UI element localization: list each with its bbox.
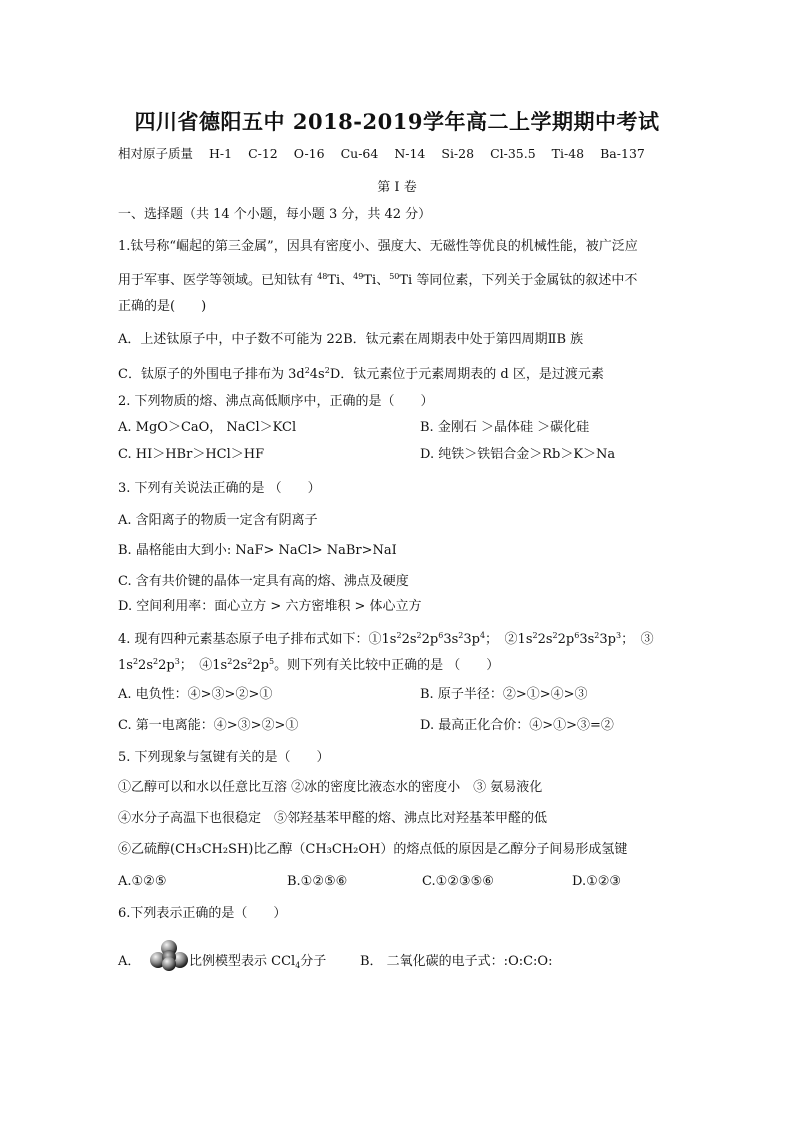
q1-text: C．钛原子的外围电子排布为 3d: [118, 367, 305, 382]
superscript: 2: [532, 631, 538, 640]
superscript: 2: [324, 366, 330, 375]
q4-option-a: A. 电负性：④>③>②>①: [118, 687, 273, 702]
q5-option-c: C.①②③⑤⑥: [422, 874, 494, 889]
isotope-mass: 50: [389, 272, 400, 281]
page-title: 四川省德阳五中 2018-2019学年高二上学期期中考试: [134, 109, 660, 134]
atomic-mass-line: [118, 145, 657, 163]
q3-option-b: B. 晶格能由大到小: NaF> NaCl> NaBr>NaI: [118, 543, 397, 558]
q1-stem-line2: [118, 268, 637, 290]
q5-item-line2: ④水分子高温下也很稳定 ⑤邻羟基苯甲醛的熔、沸点比对羟基苯甲醛的低: [118, 811, 548, 826]
q5-option-b: B.①②⑤⑥: [287, 874, 348, 889]
q4-text: 1s: [118, 658, 133, 673]
atomic-mass-item: Ti-48: [551, 146, 585, 161]
superscript: 3: [615, 631, 622, 640]
orbital: 3s: [579, 632, 595, 647]
orbital: 2s: [401, 632, 417, 647]
atomic-mass-item: Cu-64: [340, 146, 379, 161]
superscript: 2: [247, 657, 253, 666]
q4-text: 。则下列有关比较中正确的是 （ ）: [274, 658, 500, 673]
q6-option-b: B． 二氧化碳的电子式：:O:C:O:: [360, 954, 553, 969]
q4-option-c: C. 第一电离能：④>③>②>①: [118, 718, 299, 733]
q3-option-c: C. 含有共价键的晶体一定具有高的熔、沸点及硬度: [118, 574, 409, 589]
superscript: 2: [594, 631, 600, 640]
q4-stem-line1: [118, 627, 654, 649]
orbital: 3s: [443, 632, 459, 647]
q4-option-b: B. 原子半径：②>①>④>③: [420, 687, 588, 702]
superscript: 2: [552, 631, 558, 640]
q1-option-ab: A．上述钛原子中，中子数不可能为 22B．钛元素在周期表中处于第四周期ⅡB 族: [118, 332, 584, 347]
orbital: 3p: [599, 632, 616, 647]
superscript: 2: [227, 657, 233, 666]
atomic-mass-item: N-14: [394, 146, 426, 161]
q1-text: 4s: [309, 367, 325, 382]
q5-option-a: A.①②⑤: [118, 874, 167, 889]
q6-option-a-text: [189, 953, 326, 975]
superscript: 2: [304, 366, 310, 375]
isotope: Ti、: [327, 273, 354, 288]
q4-text: 4. 现有四种元素基态原子电子排布式如下：①1s: [118, 632, 397, 647]
q2-option-c: C. HI＞HBr＞HCl＞HF: [118, 447, 265, 462]
superscript: 5: [268, 657, 275, 666]
q4-stem-line2: [118, 653, 499, 675]
isotope-mass: 49: [353, 272, 364, 281]
q1-text: Ti 等同位素，下列关于金属钛的叙述中不: [399, 273, 638, 288]
atomic-mass-item: Ba-137: [600, 146, 645, 161]
q3-option-d: D. 空间利用率：面心立方 > 六方密堆积 > 体心立方: [118, 599, 422, 614]
superscript: 2: [153, 657, 159, 666]
atomic-mass-label: 相对原子质量: [118, 146, 194, 161]
q3-stem: 3. 下列有关说法正确的是 （ ）: [118, 481, 321, 496]
atomic-mass-item: H-1: [209, 146, 233, 161]
q4-text: ； ④1s: [179, 658, 228, 673]
orbital: 2p: [252, 658, 269, 673]
space-filling-model-icon: [150, 938, 188, 972]
q5-stem: 5. 下列现象与氢键有关的是（ ）: [118, 750, 330, 765]
superscript: 3: [174, 657, 180, 666]
q4-option-d: D. 最高正化合价：④>①>③=②: [420, 718, 614, 733]
q4-text: ； ③: [621, 632, 654, 647]
orbital: 2p: [158, 658, 175, 673]
volume-heading: 第 I 卷: [377, 180, 417, 195]
q4-text: ； ②1s: [485, 632, 533, 647]
q2-stem: 2. 下列物质的熔、沸点高低顺序中，正确的是（ ）: [118, 394, 434, 409]
q1-text: D．钛元素位于元素周期表的 d 区，是过渡元素: [329, 367, 604, 382]
q1-text: 用于军事、医学等领域。已知钛有: [118, 273, 318, 288]
q1-stem-line1: 1.钛号称“崛起的第三金属”，因具有密度小、强度大、无磁性等优良的机械性能，被广泛应: [118, 239, 638, 254]
orbital: 2s: [232, 658, 248, 673]
atomic-mass-item: Cl-35.5: [490, 146, 536, 161]
q2-option-a: A. MgO＞CaO， NaCl＞KCl: [118, 420, 297, 435]
q5-item-line3: ⑥乙硫醇(CH₃CH₂SH)比乙醇（CH₃CH₂OH）的熔点低的原因是乙醇分子间易形成氢键: [118, 842, 628, 857]
q1-stem-line3: 正确的是( ): [118, 299, 207, 314]
superscript: 2: [458, 631, 464, 640]
superscript: 2: [416, 631, 422, 640]
q3-option-a: A. 含阳离子的物质一定含有阴离子: [118, 513, 318, 528]
isotope: Ti、: [363, 273, 390, 288]
orbital: 2p: [557, 632, 575, 647]
atomic-mass-item: C-12: [248, 146, 278, 161]
superscript: 4: [479, 631, 486, 640]
superscript: 6: [574, 631, 580, 640]
q6-option-a-label: A．: [118, 954, 141, 969]
orbital: 2s: [138, 658, 153, 673]
q5-option-d: D.①②③: [572, 874, 622, 889]
atomic-mass-item: Si-28: [441, 146, 475, 161]
q6-text: 比例模型表示 CCl: [189, 954, 296, 969]
subscript: 4: [295, 961, 301, 970]
atomic-mass-item: O-16: [293, 146, 325, 161]
orbital: 2p: [421, 632, 439, 647]
orbital: 3p: [463, 632, 480, 647]
q5-item-line1: ①乙醇可以和水以任意比互溶 ②冰的密度比液态水的密度小 ③ 氨易液化: [118, 780, 543, 795]
q6-text: 分子: [300, 954, 327, 969]
q6-stem: 6.下列表示正确的是（ ）: [118, 906, 287, 921]
isotope-mass: 48: [317, 272, 328, 281]
superscript: 2: [132, 657, 139, 666]
q2-option-d: D. 纯铁＞铁铝合金＞Rb＞K＞Na: [420, 447, 616, 462]
q2-option-b: B. 金刚石 ＞晶体硅 ＞碳化硅: [420, 420, 590, 435]
orbital: 2s: [537, 632, 553, 647]
section-heading: 一、选择题（共 14 个小题，每小题 3 分，共 42 分）: [118, 207, 432, 222]
q1-option-cd: [118, 362, 604, 384]
superscript: 2: [396, 631, 402, 640]
superscript: 6: [438, 631, 444, 640]
